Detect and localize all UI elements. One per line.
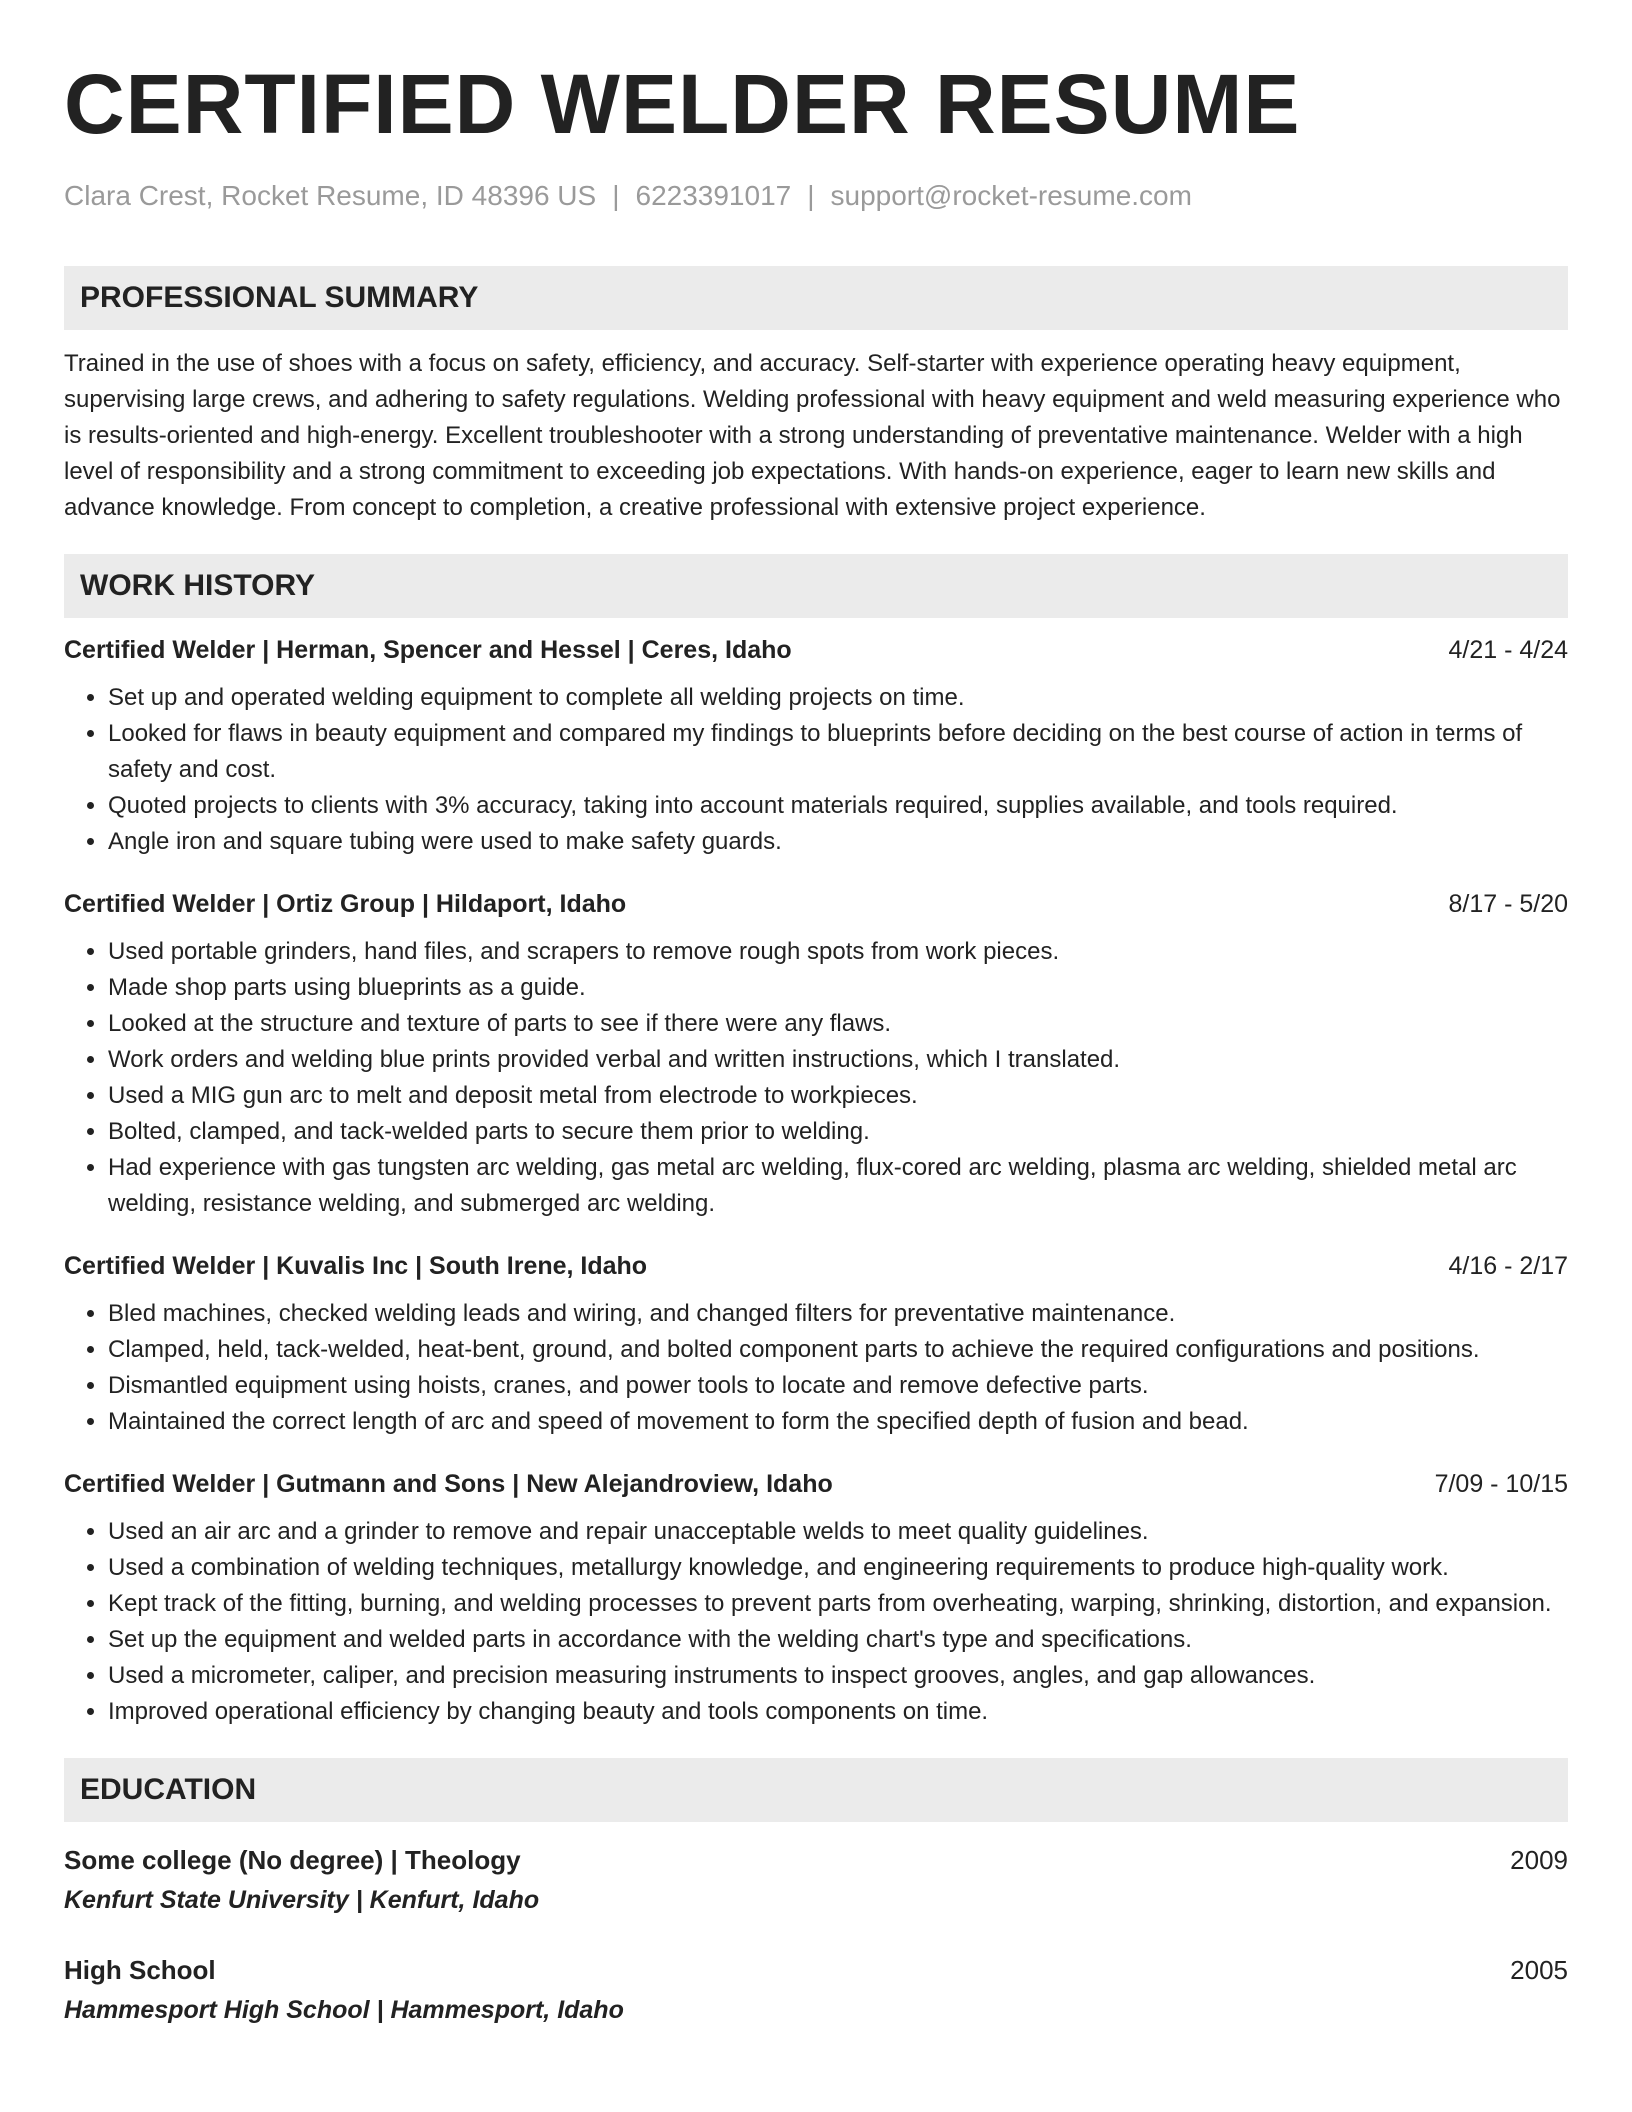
- contact-phone: 6223391017: [635, 180, 792, 211]
- education-header: [64, 1840, 1568, 1880]
- job-bullet: • Quoted projects to clients with 3% accuracy, taking into account materials required, supplies available, and tools required.: [108, 788, 1568, 824]
- job-entry: [64, 1466, 1568, 1730]
- job-entry: [64, 886, 1568, 1222]
- section-heading-summary: PROFESSIONAL SUMMARY: [64, 266, 1568, 330]
- job-bullets: [64, 1296, 1568, 1440]
- education-entry: [64, 1840, 1568, 1920]
- job-bullet: • Improved operational efficiency by changing beauty and tools components on time.: [108, 1694, 1568, 1730]
- contact-address: Clara Crest, Rocket Resume, ID 48396 US: [64, 180, 597, 211]
- job-bullet: • Used a combination of welding techniques, metallurgy knowledge, and engineering requirements to produce high-quality work.: [108, 1550, 1568, 1586]
- job-header: [64, 1466, 1568, 1502]
- education-header: [64, 1950, 1568, 1990]
- contact-separator: |: [612, 180, 620, 211]
- job-title: Certified Welder | Kuvalis Inc | South Irene, Idaho: [64, 1252, 648, 1280]
- job-title: Certified Welder | Gutmann and Sons | New Alejandroview, Idaho: [64, 1470, 833, 1498]
- job-bullets: [64, 934, 1568, 1222]
- job-bullet: • Set up the equipment and welded parts in accordance with the welding chart's type and specifications.: [108, 1622, 1568, 1658]
- job-bullet: • Maintained the correct length of arc and speed of movement to form the specified depth of fusion and bead.: [108, 1404, 1568, 1440]
- contact-line: [64, 178, 1568, 214]
- contact-separator: |: [807, 180, 815, 211]
- job-dates: 4/16 - 2/17: [1448, 1252, 1568, 1280]
- job-bullet: • Used a MIG gun arc to melt and deposit metal from electrode to workpieces.: [108, 1078, 1568, 1114]
- job-bullet: • Used portable grinders, hand files, and scrapers to remove rough spots from work pieces.: [108, 934, 1568, 970]
- job-bullet: • Dismantled equipment using hoists, cranes, and power tools to locate and remove defective parts.: [108, 1368, 1568, 1404]
- job-bullet: • Used an air arc and a grinder to remove and repair unacceptable welds to meet quality guidelines.: [108, 1514, 1568, 1550]
- job-bullet: • Bled machines, checked welding leads and wiring, and changed filters for preventative maintenance.: [108, 1296, 1568, 1332]
- job-entry: [64, 632, 1568, 860]
- job-dates: 8/17 - 5/20: [1448, 890, 1568, 918]
- summary-text: Trained in the use of shoes with a focus on safety, efficiency, and accuracy. Self-starter with experience operating heavy equipment, supervising large crews, and adhering to safety regulations. Welding professional with heavy equipment and weld measuring experience who is results-oriented and high-energy. Excellent troubleshooter with a strong understanding of preventative maintenance. Welder with a high level of responsibility and a strong commitment to exceeding job expectations. With hands-on experience, eager to learn new skills and advance knowledge. From concept to completion, a creative professional with extensive project experience.: [64, 350, 1561, 521]
- education-year: 2009: [1510, 1845, 1568, 1875]
- job-header: [64, 886, 1568, 922]
- job-bullet: • Had experience with gas tungsten arc welding, gas metal arc welding, flux-cored arc welding, plasma arc welding, shielded metal arc welding, resistance welding, and submerged arc welding.: [108, 1150, 1568, 1222]
- job-bullets: [64, 680, 1568, 860]
- resume-title: CERTIFIED WELDER RESUME: [64, 57, 1301, 151]
- job-bullet: • Work orders and welding blue prints provided verbal and written instructions, which I translated.: [108, 1042, 1568, 1078]
- job-title: Certified Welder | Herman, Spencer and Hessel | Ceres, Idaho: [64, 636, 792, 664]
- job-header: [64, 1248, 1568, 1284]
- education-school: Kenfurt State University | Kenfurt, Idaho: [64, 1886, 540, 1914]
- job-bullet: • Made shop parts using blueprints as a guide.: [108, 970, 1568, 1006]
- job-bullet: • Bolted, clamped, and tack-welded parts to secure them prior to welding.: [108, 1114, 1568, 1150]
- job-entry: [64, 1248, 1568, 1440]
- job-bullet: • Set up and operated welding equipment to complete all welding projects on time.: [108, 680, 1568, 716]
- education-school: Hammesport High School | Hammesport, Idaho: [64, 1996, 624, 2024]
- job-dates: 7/09 - 10/15: [1434, 1470, 1568, 1498]
- job-title: Certified Welder | Ortiz Group | Hildaport, Idaho: [64, 890, 627, 918]
- job-bullets: [64, 1514, 1568, 1730]
- job-bullet: • Looked for flaws in beauty equipment and compared my findings to blueprints before deciding on the best course of action in terms of safety and cost.: [108, 716, 1568, 788]
- section-heading-education: EDUCATION: [64, 1758, 1568, 1822]
- contact-email: support@rocket-resume.com: [830, 180, 1192, 211]
- education-year: 2005: [1510, 1955, 1568, 1985]
- education-entry: [64, 1950, 1568, 2030]
- job-header: [64, 632, 1568, 668]
- work-history-list: [64, 632, 1568, 1730]
- education-degree: High School: [64, 1955, 216, 1985]
- section-heading-work-history: WORK HISTORY: [64, 554, 1568, 618]
- education-list: [64, 1840, 1568, 2030]
- education-degree: Some college (No degree) | Theology: [64, 1845, 521, 1875]
- job-bullet: • Looked at the structure and texture of parts to see if there were any flaws.: [108, 1006, 1568, 1042]
- job-bullet: • Clamped, held, tack-welded, heat-bent, ground, and bolted component parts to achieve the required configurations and positions.: [108, 1332, 1568, 1368]
- job-bullet: • Kept track of the fitting, burning, and welding processes to prevent parts from overheating, warping, shrinking, distortion, and expansion.: [108, 1586, 1568, 1622]
- job-bullet: • Angle iron and square tubing were used to make safety guards.: [108, 824, 1568, 860]
- job-dates: 4/21 - 4/24: [1448, 636, 1568, 664]
- job-bullet: • Used a micrometer, caliper, and precision measuring instruments to inspect grooves, angles, and gap allowances.: [108, 1658, 1568, 1694]
